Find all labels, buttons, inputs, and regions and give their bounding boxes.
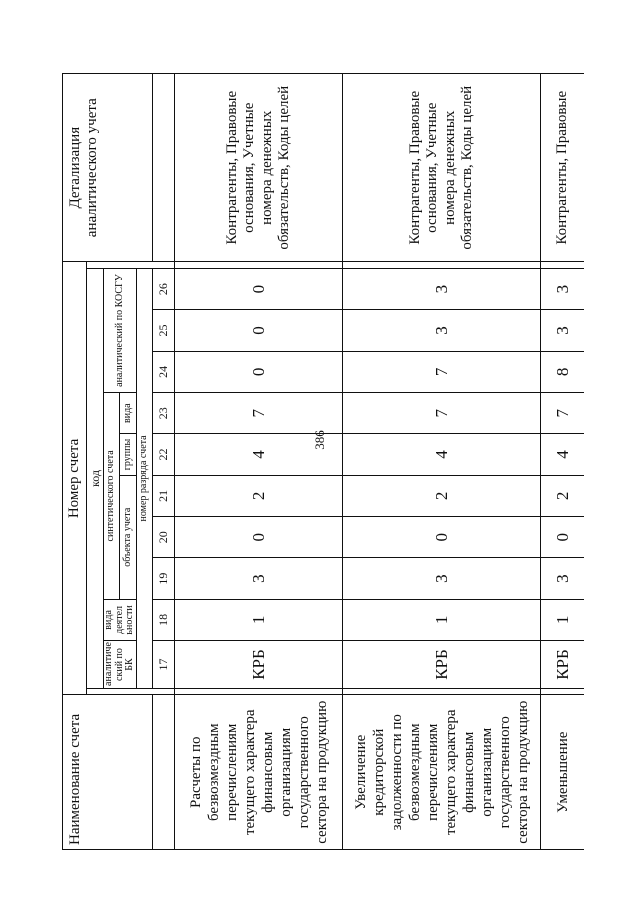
header-synthetic: синтетического счета [104,393,120,600]
row-3-name: Уменьшение [541,695,585,850]
row-3-value-26: 3 [541,268,585,309]
row-3-value-17: КРБ [541,641,585,689]
row-1-value-17: КРБ [175,641,343,689]
row-1-detail: Контрагенты, Правовые основания, Учетные номера денежных обязательств, Коды целей [175,74,343,262]
row-1-value-19: 3 [175,558,343,599]
row-1-value-23: 7 [175,393,343,434]
row-1-left-spacer [175,688,343,695]
row-3-value-23: 7 [541,393,585,434]
row-3-value-25: 3 [541,310,585,351]
digit-row-blank-name [153,695,175,850]
row-3-value-24: 8 [541,351,585,392]
row-2-value-24: 7 [343,351,541,392]
row-2-right-spacer [343,262,541,269]
digit-row-blank-detail [153,74,175,262]
accounts-table [62,73,584,850]
row-2-detail: Контрагенты, Правовые основания, Учетные номера денежных обязательств, Коды целей [343,74,541,262]
digit-22: 22 [153,434,175,475]
row-1-value-18: 1 [175,599,343,640]
header-activity-type: вида деятел ьности [104,599,137,640]
header-object: объекта учета [120,475,137,599]
digit-20: 20 [153,517,175,558]
table-row [175,74,343,850]
row-2-value-25: 3 [343,310,541,351]
row-2-left-spacer [343,688,541,695]
row-1-value-26: 0 [175,268,343,309]
digit-25: 25 [153,310,175,351]
digit-21: 21 [153,475,175,516]
page-number: 386 [312,430,327,450]
row-2-value-18: 1 [343,599,541,640]
row-2-value-20: 0 [343,517,541,558]
row-2-value-26: 3 [343,268,541,309]
row-1-value-24: 0 [175,351,343,392]
row-3-value-20: 0 [541,517,585,558]
header-account-name: Наименование счета [63,695,153,850]
header-analytic-bk: аналитиче ский по БК [104,641,137,689]
header-account-number: Номер счета [63,262,87,695]
row-2-name: Увеличение кредиторской задолженности по безвозмездным перечислениям текущего характера финансовым организациям государственного сектора на продукцию [343,695,541,850]
row-2-value-22: 4 [343,434,541,475]
row-3-value-18: 1 [541,599,585,640]
digit-19: 19 [153,558,175,599]
digit-26: 26 [153,268,175,309]
row-1-value-20: 0 [175,517,343,558]
header-group: группы [120,434,137,475]
row-3-left-spacer [541,688,585,695]
row-3-value-22: 4 [541,434,585,475]
row-2-value-21: 2 [343,475,541,516]
header-code: код [87,268,104,688]
table-row [541,74,585,850]
row-3-detail: Контрагенты, Правовые [541,74,585,262]
table-row [343,74,541,850]
digit-17: 17 [153,641,175,689]
row-1-value-22: 4 [175,434,343,475]
header-detail: Детализация аналитического учета [63,74,153,262]
digit-18: 18 [153,599,175,640]
header-kind: вида [120,393,137,434]
header-digit-number: номер разряда счета [137,268,153,688]
row-1-value-25: 0 [175,310,343,351]
digit-23: 23 [153,393,175,434]
header-kosgu: аналитический по КОСГУ [104,268,137,392]
row-1-value-21: 2 [175,475,343,516]
row-2-value-17: КРБ [343,641,541,689]
row-3-value-21: 2 [541,475,585,516]
row-1-right-spacer [175,262,343,269]
row-3-right-spacer [541,262,585,269]
rotated-table-wrapper [62,73,584,850]
row-1-name: Расчеты по безвозмездным перечислениям текущего характера финансовым организациям государственного сектора на продукцию [175,695,343,850]
row-3-value-19: 3 [541,558,585,599]
row-2-value-23: 7 [343,393,541,434]
digit-24: 24 [153,351,175,392]
rotated-page [62,73,584,850]
row-2-value-19: 3 [343,558,541,599]
